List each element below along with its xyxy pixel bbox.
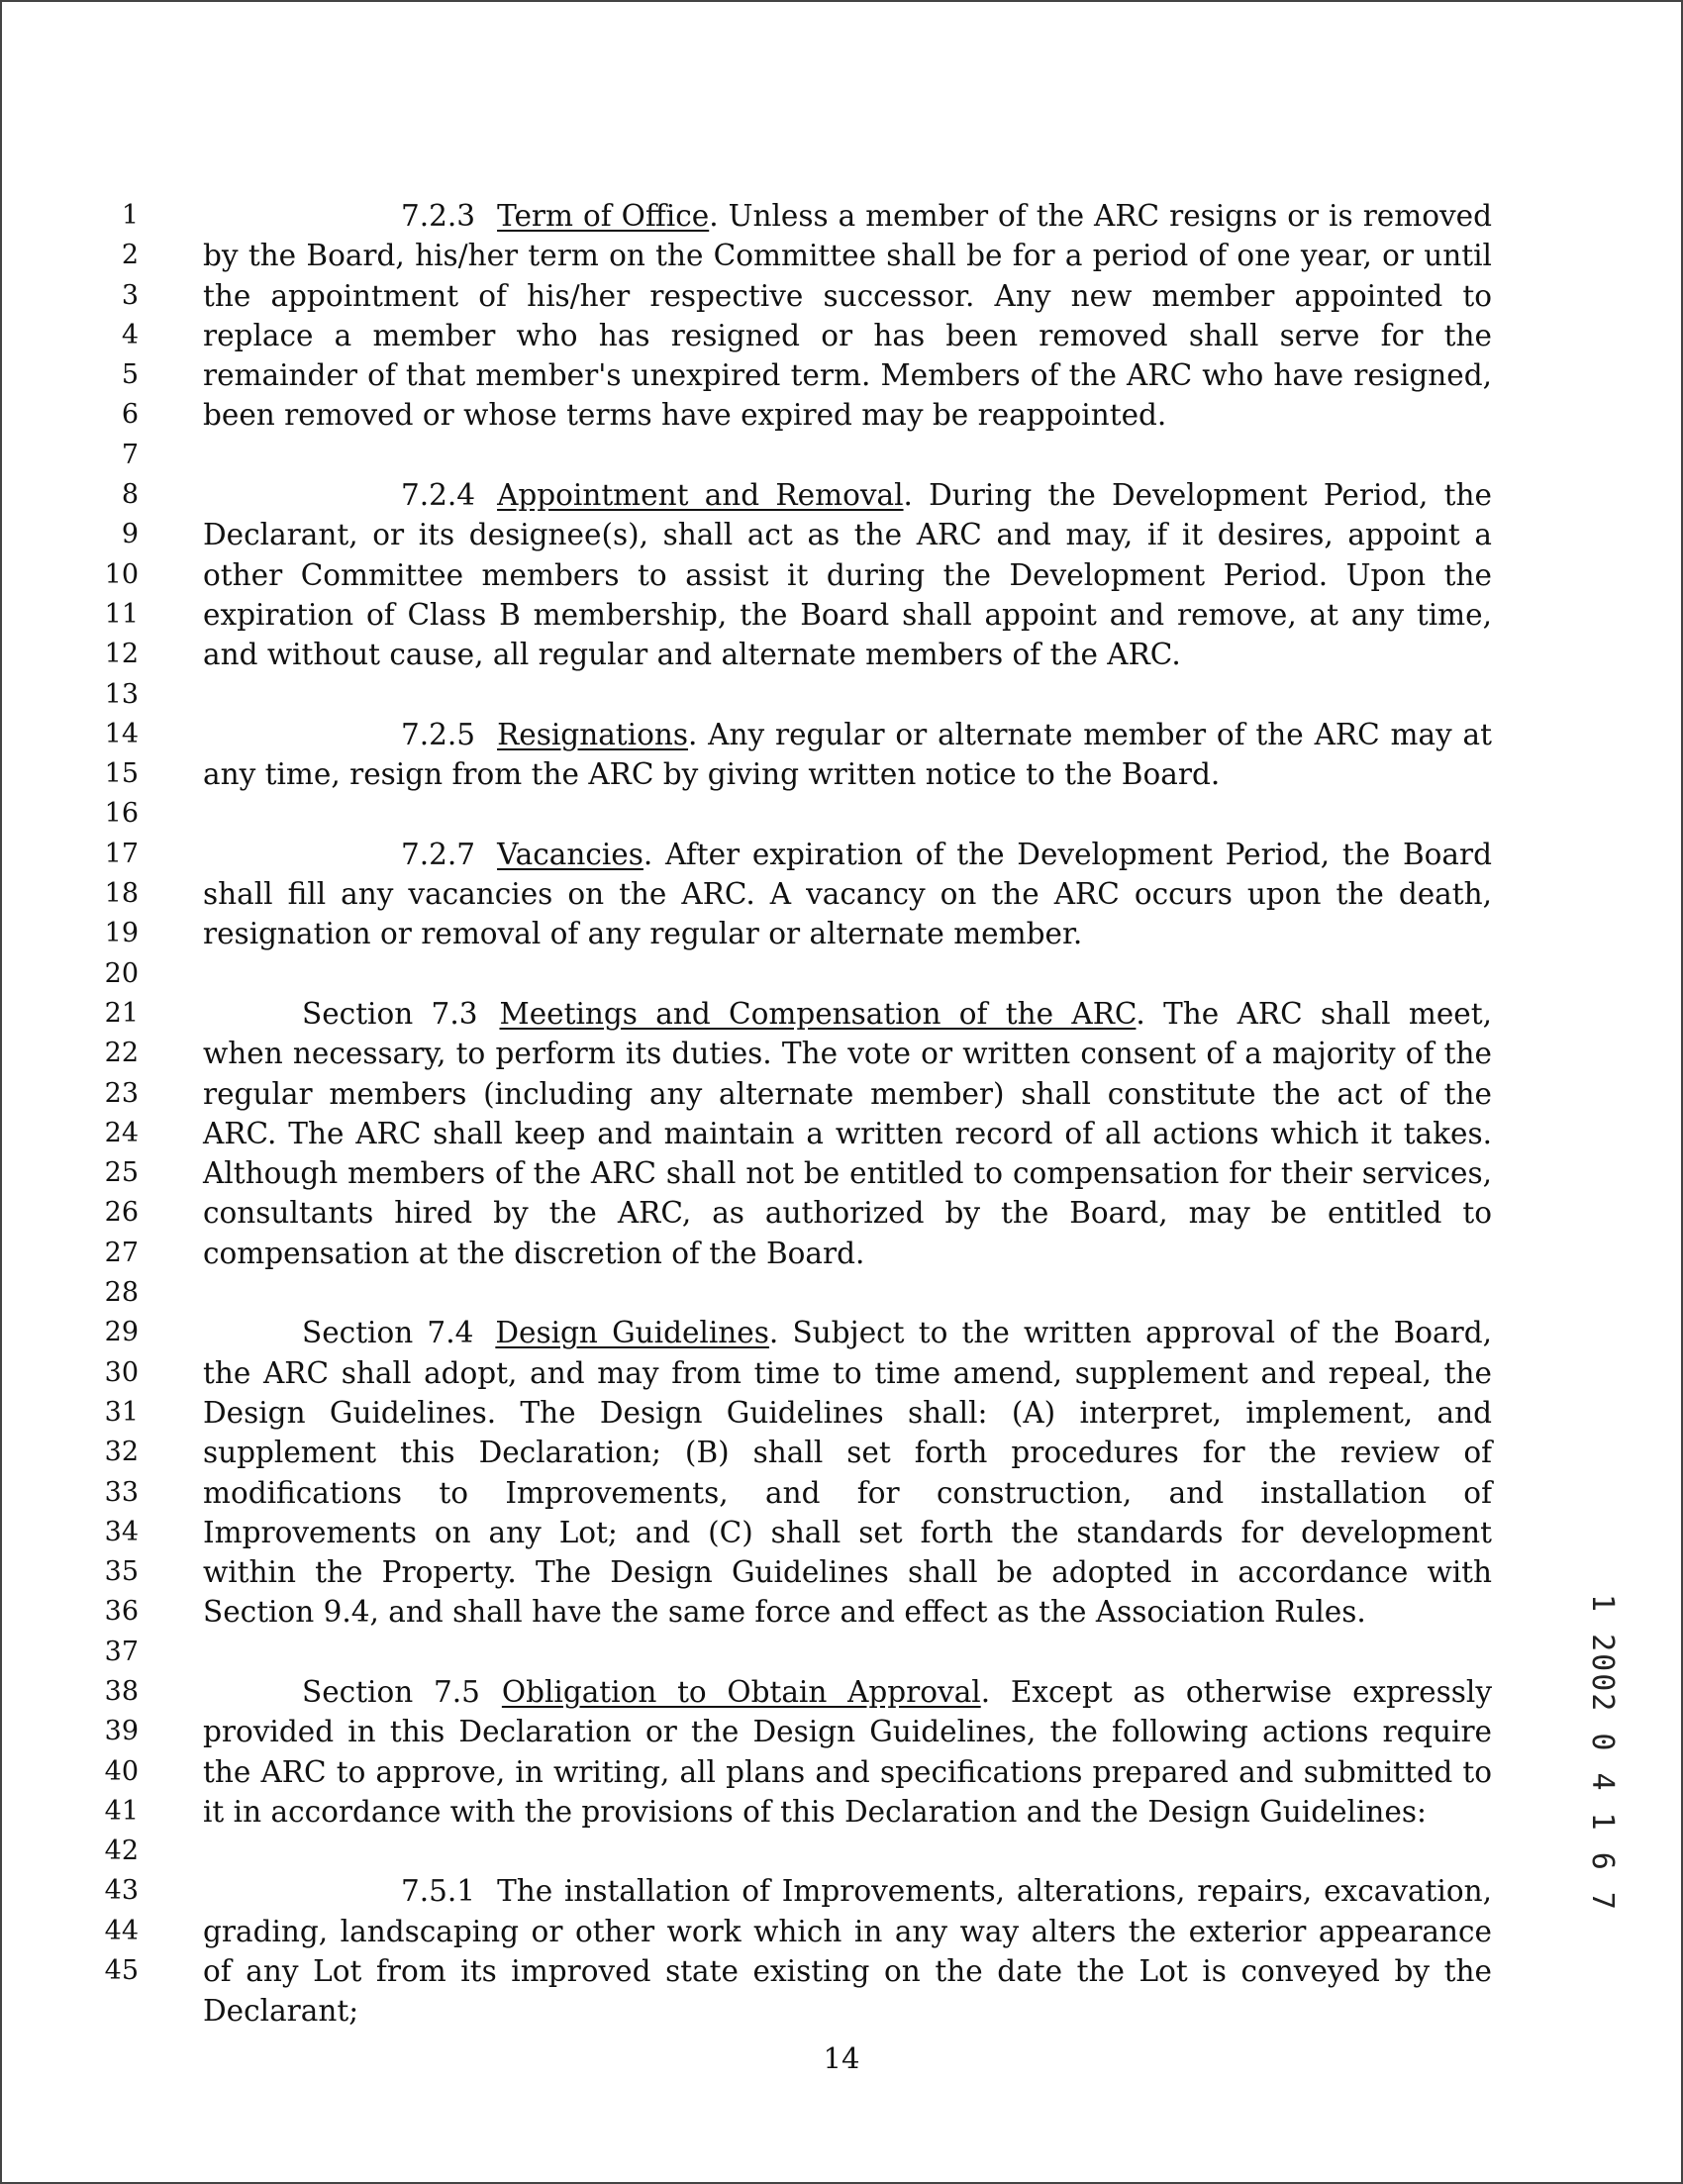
paragraph-7-2-7 [203,835,1492,954]
line-number: 37 [104,1636,139,1667]
paragraph-text: . Any regular or alternate member of the ARC may at any time, resign from the ARC by giving written notice to the Board. [203,717,1492,792]
recording-stamp: 1 2002 0 4 1 6 7 [1585,1594,1620,1912]
paragraph-text: . After expiration of the Development Period, the Board shall fill any vacancies on the ARC. A vacancy on the ARC occurs upon the death, resignation or removal of any regular or alternate member. [203,837,1492,951]
paragraph-7-2-3 [203,196,1492,436]
paragraph-7-5-1 [203,1871,1492,2031]
line-number-column [69,196,139,1991]
line-number: 12 [104,639,139,670]
line-number: 17 [104,838,139,869]
paragraph-heading: Term of Office [497,199,710,233]
paragraph-heading: Vacancies [497,837,644,871]
paragraph-number: Section 7.4 [302,1316,474,1350]
line-number: 13 [104,678,139,710]
line-number: 1 [121,200,139,231]
line-number: 43 [104,1875,139,1907]
line-number: 32 [104,1437,139,1468]
line-number: 36 [104,1596,139,1628]
line-number: 8 [121,479,139,511]
scan-border-left [0,0,2,2184]
line-number: 22 [104,1038,139,1069]
paragraph-number: 7.2.3 [401,199,476,233]
line-number: 2 [121,240,139,271]
line-number: 9 [121,519,139,550]
line-number: 25 [104,1157,139,1189]
line-number: 21 [104,997,139,1029]
paragraph-number: Section 7.3 [302,996,478,1031]
line-number: 7 [121,439,139,470]
line-number: 39 [104,1716,139,1747]
line-number: 38 [104,1675,139,1707]
line-number: 30 [104,1356,139,1388]
line-number: 6 [121,399,139,431]
paragraph-section-7-4 [203,1313,1492,1632]
line-number: 27 [104,1237,139,1268]
line-number: 14 [104,718,139,749]
line-number: 11 [104,598,139,630]
line-number: 4 [121,319,139,350]
line-number: 35 [104,1556,139,1588]
paragraph-heading: Appointment and Removal [497,478,904,513]
paragraph-heading: Obligation to Obtain Approval [501,1674,981,1709]
paragraph-section-7-3 [203,994,1492,1273]
line-number: 45 [104,1955,139,1987]
paragraph-number: 7.2.7 [401,837,476,871]
paragraph-text: The installation of Improvements, alterations, repairs, excavation, grading, landscaping or other work which in any way alters the exterior appearance of any Lot from its improved state existing on the date the Lot is conveyed by the Declarant; [203,1874,1492,2029]
line-number: 44 [104,1915,139,1946]
line-number: 34 [104,1516,139,1547]
paragraph-section-7-5 [203,1672,1492,1832]
line-number: 41 [104,1795,139,1827]
paragraph-text: . During the Development Period, the Declarant, or its designee(s), shall act as the ARC and may, if it desires, appoint a other Committee members to assist it during the Development Period. Upon the expiration of Class B membership, the Board shall appoint and remove, at any time, and without cause, all regular and alternate members of the ARC. [203,478,1492,672]
paragraph-text: . Subject to the written approval of the Board, the ARC shall adopt, and may from time to time amend, supplement and repeal, the Design Guidelines. The Design Guidelines shall: (A) interpret, implement, and supplement this Declaration; (B) shall set forth procedures for the review of modifications to Improvements, and for construction, and installation of Improvements on any Lot; and (C) shall set forth the standards for development within the Property. The Design Guidelines shall be adopted in accordance with Section 9.4, and shall have the same force and effect as the Association Rules. [203,1316,1492,1630]
paragraph-heading: Design Guidelines [495,1316,769,1350]
line-number: 10 [104,558,139,590]
paragraph-number: 7.2.5 [401,717,476,751]
line-number: 16 [104,798,139,830]
line-number: 29 [104,1317,139,1348]
paragraph-number: Section 7.5 [302,1674,480,1709]
line-number: 28 [104,1277,139,1309]
line-number: 5 [121,359,139,391]
paragraph-heading: Resignations [497,717,688,751]
line-number: 31 [104,1396,139,1428]
line-number: 33 [104,1476,139,1508]
document-body [203,196,1492,2071]
line-number: 3 [121,279,139,311]
line-number: 26 [104,1197,139,1229]
line-number: 18 [104,878,139,910]
scan-border-top [0,0,1683,2]
line-number: 20 [104,957,139,989]
line-number: 19 [104,918,139,949]
line-number: 24 [104,1117,139,1148]
line-number: 42 [104,1836,139,1867]
paragraph-number: 7.2.4 [401,478,476,513]
page-number: 14 [823,2041,860,2075]
line-number: 40 [104,1755,139,1787]
paragraph-heading: Meetings and Compensation of the ARC [499,996,1137,1031]
paragraph-number: 7.5.1 [401,1874,476,1909]
paragraph-text: . The ARC shall meet, when necessary, to perform its duties. The vote or written consent of a majority of the regular members (including any alternate member) shall constitute the act of the ARC. The ARC shall keep and maintain a written record of all actions which it takes. Although members of the ARC shall not be entitled to compensation for their services, consultants hired by the ARC, as authorized by the Board, may be entitled to compensation at the discretion of the Board. [203,996,1493,1270]
line-number: 15 [104,758,139,790]
paragraph-text: . Unless a member of the ARC resigns or is removed by the Board, his/her term on the Committee shall be for a period of one year, or until the appointment of his/her respective successor. Any new member appointed to replace a member who has resigned or has been removed shall serve for the remainder of that member's unexpired term. Members of the ARC who have resigned, been removed or whose terms have expired may be reappointed. [203,199,1492,433]
paragraph-7-2-5 [203,715,1492,795]
paragraph-text: . Except as otherwise expressly provided in this Declaration or the Design Guidelines, the following actions require the ARC to approve, in writing, all plans and specifications prepared and submitted to it in accordance with the provisions of this Declaration and the Design Guidelines: [203,1674,1492,1829]
paragraph-7-2-4 [203,475,1492,674]
line-number: 23 [104,1077,139,1109]
